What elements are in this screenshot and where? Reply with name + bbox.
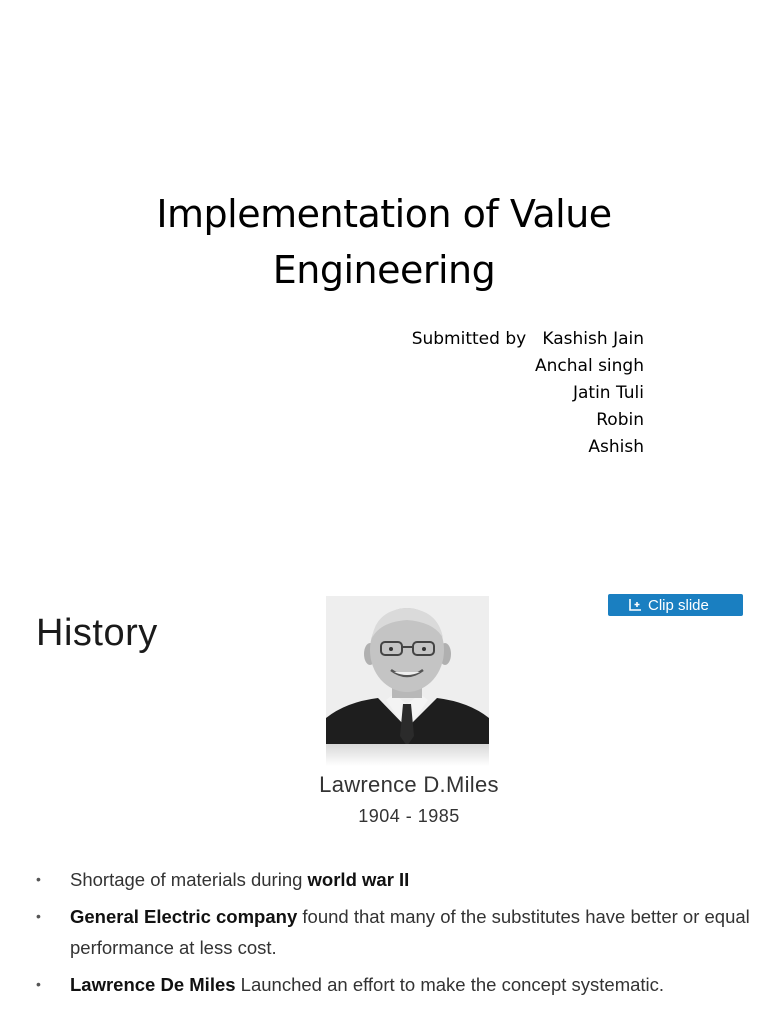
slide-title-line-1: Implementation of Value bbox=[156, 192, 612, 236]
submitted-by-label: Submitted by bbox=[411, 329, 527, 349]
member-name: Kashish Jain bbox=[542, 329, 644, 349]
submitted-by-line bbox=[412, 326, 644, 353]
history-bullet-list bbox=[36, 864, 756, 1006]
bullet-bold: General Electric company bbox=[70, 906, 298, 927]
bullet-icon: • bbox=[36, 908, 41, 924]
list-item bbox=[36, 901, 756, 963]
clip-slide-label: Clip slide bbox=[648, 596, 709, 614]
clip-icon bbox=[628, 598, 642, 612]
person-years: 1904 - 1985 bbox=[358, 806, 460, 826]
person-name: Lawrence D.Miles bbox=[319, 772, 499, 797]
portrait-illustration bbox=[326, 596, 489, 746]
member-name: Ashish bbox=[588, 437, 644, 457]
bullet-bold: world war II bbox=[307, 869, 410, 890]
bullet-text: found that many of the substitutes have better or equal performance at less cost. bbox=[70, 906, 750, 958]
history-slide bbox=[0, 560, 768, 1024]
bullet-text: Shortage of materials during bbox=[70, 869, 308, 890]
slide-title-line-2: Engineering bbox=[272, 248, 496, 292]
member-name: Anchal singh bbox=[535, 356, 644, 376]
bullet-icon: • bbox=[36, 976, 41, 992]
list-item bbox=[36, 969, 756, 1000]
history-heading: History bbox=[36, 612, 158, 654]
bullet-icon: • bbox=[36, 871, 41, 887]
submitted-by-block bbox=[412, 326, 644, 461]
portrait-photo bbox=[326, 596, 489, 746]
member-name: Jatin Tuli bbox=[572, 383, 644, 403]
portrait-reflection bbox=[326, 744, 489, 766]
bullet-text: Launched an effort to make the concept systematic. bbox=[235, 974, 665, 995]
member-name: Robin bbox=[596, 410, 644, 430]
clip-slide-button[interactable] bbox=[608, 594, 743, 616]
list-item bbox=[36, 864, 756, 895]
bullet-bold: Lawrence De Miles bbox=[70, 974, 236, 995]
slide-title bbox=[0, 186, 768, 298]
